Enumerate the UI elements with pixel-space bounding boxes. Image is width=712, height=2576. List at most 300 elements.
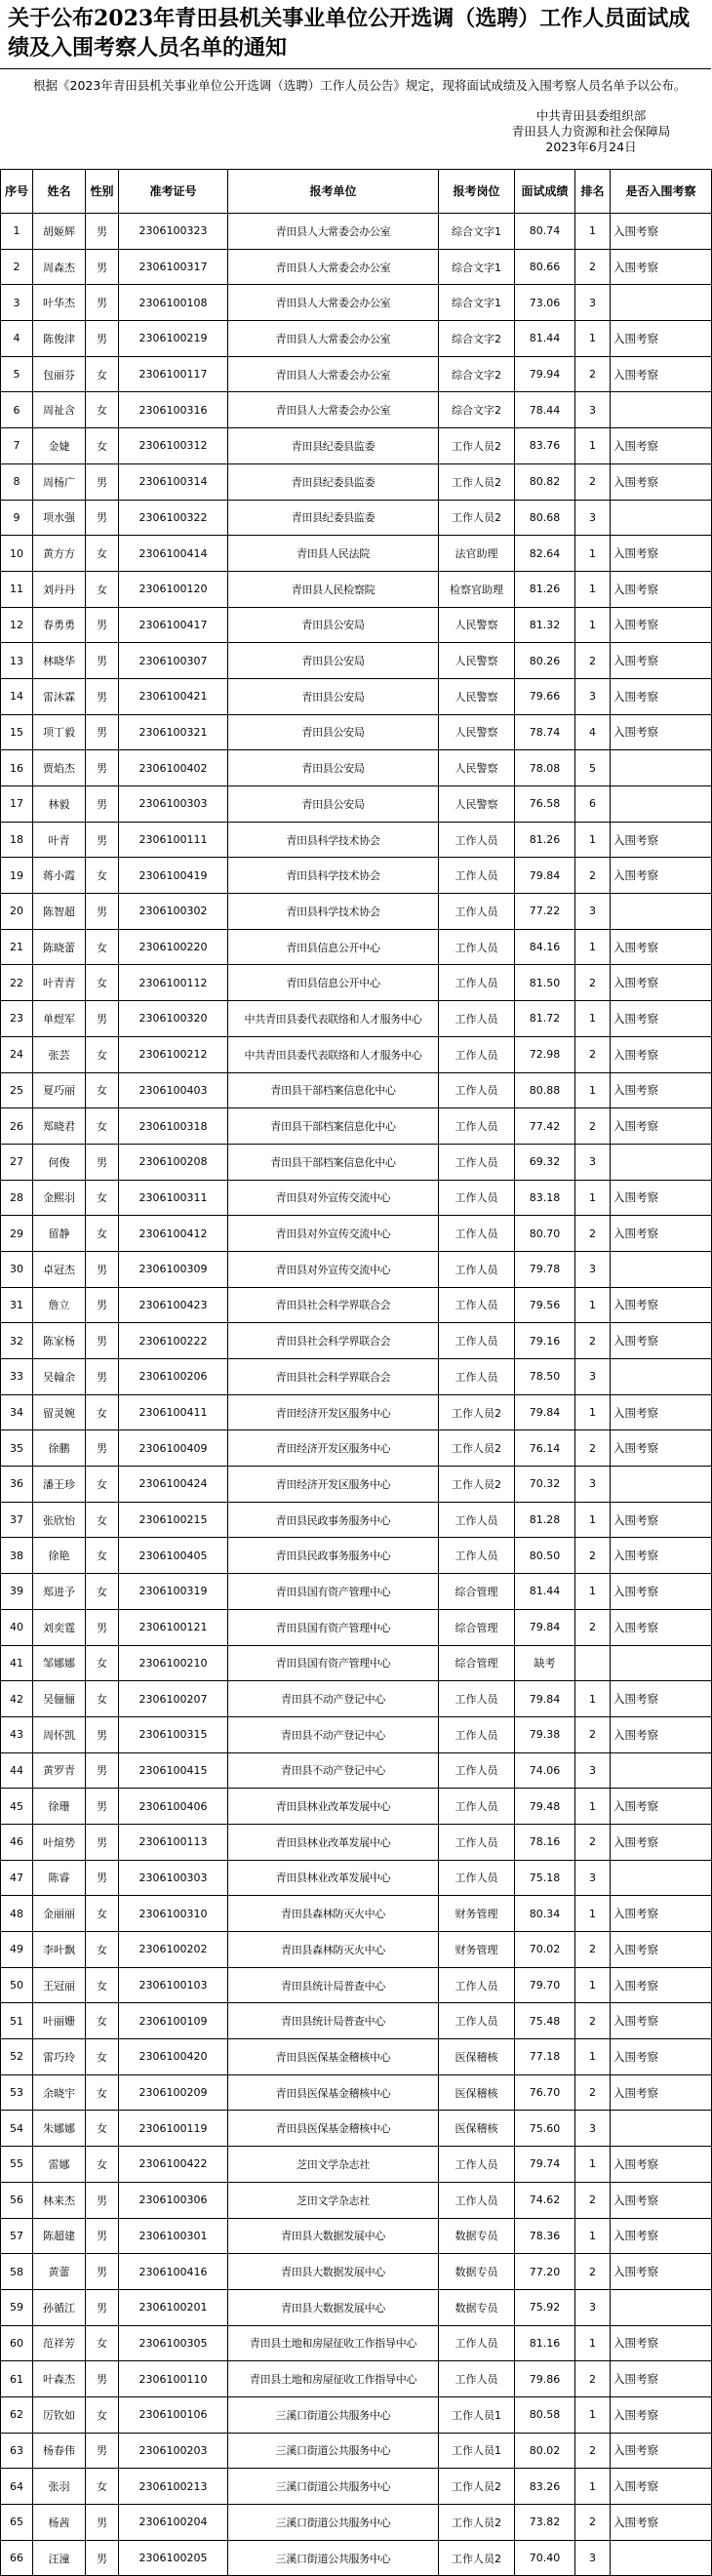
cell-ticket-number: 2306100310 — [119, 1896, 228, 1932]
cell-score: 80.70 — [515, 1216, 575, 1252]
cell-unit: 青田县不动产登记中心 — [228, 1716, 439, 1752]
cell-ticket-number: 2306100317 — [119, 249, 228, 285]
cell-name: 吴俪俪 — [33, 1681, 86, 1717]
cell-rank: 2 — [575, 1538, 611, 1574]
cell-rank: 1 — [575, 1967, 611, 2003]
cell-serial: 33 — [1, 1359, 33, 1395]
cell-ticket-number: 2306100203 — [119, 2433, 228, 2469]
cell-score: 80.58 — [515, 2396, 575, 2433]
cell-rank: 2 — [575, 643, 611, 679]
cell-rank: 2 — [575, 1216, 611, 1252]
cell-serial: 25 — [1, 1072, 33, 1108]
cell-position: 工作人员 — [439, 1860, 515, 1896]
cell-score: 79.84 — [515, 858, 575, 894]
cell-unit: 青田县不动产登记中心 — [228, 1681, 439, 1717]
cell-unit: 青田县土地和房屋征收工作指导中心 — [228, 2361, 439, 2397]
cell-position: 工作人员 — [439, 2361, 515, 2397]
cell-unit: 青田县人大常委会办公室 — [228, 392, 439, 428]
cell-ticket-number: 2306100121 — [119, 1609, 228, 1645]
cell-score: 75.48 — [515, 2003, 575, 2039]
cell-unit: 青田县对外宣传交流中心 — [228, 1180, 439, 1216]
cell-serial: 18 — [1, 822, 33, 858]
cell-score: 79.56 — [515, 1287, 575, 1323]
cell-ticket-number: 2306100422 — [119, 2147, 228, 2183]
cell-position: 工作人员1 — [439, 2396, 515, 2433]
cell-name: 周杨广 — [33, 463, 86, 500]
cell-name: 张羽 — [33, 2469, 86, 2505]
cell-name: 刘奕霆 — [33, 1609, 86, 1645]
cell-unit: 青田县人大常委会办公室 — [228, 321, 439, 357]
cell-rank: 6 — [575, 786, 611, 823]
cell-unit: 青田县公安局 — [228, 786, 439, 823]
cell-gender: 女 — [86, 1502, 119, 1538]
cell-ticket-number: 2306100318 — [119, 1108, 228, 1145]
cell-gender: 女 — [86, 2111, 119, 2147]
cell-score: 74.62 — [515, 2182, 575, 2218]
cell-serial: 30 — [1, 1251, 33, 1287]
cell-position: 综合文字1 — [439, 249, 515, 285]
cell-position: 工作人员 — [439, 1359, 515, 1395]
cell-position: 工作人员 — [439, 1144, 515, 1180]
cell-ticket-number: 2306100222 — [119, 1323, 228, 1359]
table-row — [1, 607, 712, 643]
cell-unit: 青田县人大常委会办公室 — [228, 249, 439, 285]
cell-position: 工作人员 — [439, 1502, 515, 1538]
cell-name: 雷巧玲 — [33, 2039, 86, 2075]
cell-serial: 52 — [1, 2039, 33, 2075]
cell-shortlisted: 入围考察 — [611, 1001, 712, 1037]
cell-score: 78.36 — [515, 2218, 575, 2254]
cell-position: 综合文字2 — [439, 392, 515, 428]
cell-position: 工作人员2 — [439, 1430, 515, 1467]
cell-gender: 女 — [86, 1467, 119, 1503]
cell-name: 周怀凯 — [33, 1716, 86, 1752]
cell-ticket-number: 2306100314 — [119, 463, 228, 500]
cell-unit: 青田县大数据发展中心 — [228, 2289, 439, 2325]
cell-name: 张芸 — [33, 1036, 86, 1072]
cell-shortlisted: 入围考察 — [611, 1716, 712, 1752]
cell-ticket-number: 2306100219 — [119, 321, 228, 357]
cell-name: 陈智超 — [33, 894, 86, 930]
cell-serial: 65 — [1, 2505, 33, 2541]
cell-score: 79.48 — [515, 1789, 575, 1825]
cell-gender: 女 — [86, 1394, 119, 1430]
cell-gender: 男 — [86, 285, 119, 321]
cell-gender: 男 — [86, 607, 119, 643]
cell-score: 70.02 — [515, 1932, 575, 1968]
cell-gender: 女 — [86, 1967, 119, 2003]
cell-shortlisted: 入围考察 — [611, 536, 712, 572]
cell-name: 何俊 — [33, 1144, 86, 1180]
cell-serial: 47 — [1, 1860, 33, 1896]
cell-position: 医保稽核 — [439, 2111, 515, 2147]
cell-ticket-number: 2306100312 — [119, 428, 228, 464]
cell-position: 工作人员1 — [439, 2433, 515, 2469]
table-row — [1, 1287, 712, 1323]
cell-serial: 53 — [1, 2074, 33, 2111]
cell-unit: 青田县国有资产管理中心 — [228, 1645, 439, 1681]
cell-score: 80.74 — [515, 214, 575, 250]
table-row — [1, 2003, 712, 2039]
cell-shortlisted: 入围考察 — [611, 321, 712, 357]
cell-ticket-number: 2306100406 — [119, 1789, 228, 1825]
header-ticket-number: 准考证号 — [119, 170, 228, 214]
cell-score: 79.78 — [515, 1251, 575, 1287]
cell-rank: 2 — [575, 2361, 611, 2397]
cell-unit: 青田县纪委县监委 — [228, 463, 439, 500]
cell-shortlisted: 入围考察 — [611, 643, 712, 679]
cell-ticket-number: 2306100112 — [119, 965, 228, 1001]
cell-score: 76.14 — [515, 1430, 575, 1467]
cell-gender: 男 — [86, 1824, 119, 1860]
cell-shortlisted: 入围考察 — [611, 929, 712, 965]
cell-position: 工作人员2 — [439, 463, 515, 500]
cell-unit: 青田县大数据发展中心 — [228, 2218, 439, 2254]
cell-ticket-number: 2306100213 — [119, 2469, 228, 2505]
cell-score: 75.60 — [515, 2111, 575, 2147]
cell-ticket-number: 2306100415 — [119, 1752, 228, 1789]
cell-gender: 女 — [86, 536, 119, 572]
cell-rank: 2 — [575, 1108, 611, 1145]
cell-ticket-number: 2306100416 — [119, 2254, 228, 2290]
table-row — [1, 1216, 712, 1252]
cell-ticket-number: 2306100417 — [119, 607, 228, 643]
cell-serial: 59 — [1, 2289, 33, 2325]
cell-ticket-number: 2306100109 — [119, 2003, 228, 2039]
notice-page — [0, 4, 711, 2565]
cell-unit: 青田县公安局 — [228, 678, 439, 714]
table-row — [1, 214, 712, 250]
cell-name: 林毅 — [33, 786, 86, 823]
cell-shortlisted: 入围考察 — [611, 965, 712, 1001]
cell-gender: 男 — [86, 1359, 119, 1395]
cell-score: 83.26 — [515, 2469, 575, 2505]
cell-position: 工作人员 — [439, 1216, 515, 1252]
cell-serial: 4 — [1, 321, 33, 357]
cell-score: 79.38 — [515, 1716, 575, 1752]
table-row — [1, 2433, 712, 2469]
cell-serial: 46 — [1, 1824, 33, 1860]
table-row — [1, 643, 712, 679]
cell-position: 医保稽核 — [439, 2039, 515, 2075]
cell-ticket-number: 2306100311 — [119, 1180, 228, 1216]
cell-position: 工作人员 — [439, 1323, 515, 1359]
cell-position: 工作人员2 — [439, 500, 515, 536]
cell-rank: 2 — [575, 2074, 611, 2111]
table-body — [1, 214, 712, 2576]
cell-position: 综合管理 — [439, 1609, 515, 1645]
cell-name: 春勇勇 — [33, 607, 86, 643]
cell-shortlisted: 入围考察 — [611, 1932, 712, 1968]
cell-ticket-number: 2306100319 — [119, 1574, 228, 1610]
cell-score: 80.88 — [515, 1072, 575, 1108]
cell-gender: 女 — [86, 1538, 119, 1574]
cell-name: 范祥芳 — [33, 2325, 86, 2361]
cell-rank: 3 — [575, 1860, 611, 1896]
cell-score: 81.26 — [515, 571, 575, 607]
cell-ticket-number: 2306100421 — [119, 678, 228, 714]
cell-shortlisted: 入围考察 — [611, 1967, 712, 2003]
cell-score: 74.06 — [515, 1752, 575, 1789]
table-row — [1, 1574, 712, 1610]
cell-ticket-number: 2306100303 — [119, 1860, 228, 1896]
cell-rank: 4 — [575, 714, 611, 750]
cell-rank: 1 — [575, 1896, 611, 1932]
cell-ticket-number: 2306100412 — [119, 1216, 228, 1252]
cell-shortlisted: 入围考察 — [611, 2433, 712, 2469]
cell-rank: 1 — [575, 2147, 611, 2183]
cell-gender: 男 — [86, 714, 119, 750]
cell-rank: 2 — [575, 1932, 611, 1968]
cell-shortlisted — [611, 2540, 712, 2576]
cell-name: 项丁毅 — [33, 714, 86, 750]
cell-unit: 青田县社会科学界联合会 — [228, 1287, 439, 1323]
table-row — [1, 822, 712, 858]
table-row — [1, 1932, 712, 1968]
cell-serial: 54 — [1, 2111, 33, 2147]
cell-gender: 女 — [86, 1896, 119, 1932]
cell-shortlisted — [611, 2289, 712, 2325]
cell-unit: 青田县对外宣传交流中心 — [228, 1251, 439, 1287]
cell-shortlisted: 入围考察 — [611, 249, 712, 285]
cell-name: 雷娜 — [33, 2147, 86, 2183]
cell-name: 陈家杨 — [33, 1323, 86, 1359]
cell-name: 周祉含 — [33, 392, 86, 428]
cell-ticket-number: 2306100209 — [119, 2074, 228, 2111]
cell-gender: 男 — [86, 1716, 119, 1752]
cell-name: 金熙羽 — [33, 1180, 86, 1216]
cell-name: 汪潼 — [33, 2540, 86, 2576]
cell-ticket-number: 2306100303 — [119, 786, 228, 823]
cell-score: 73.82 — [515, 2505, 575, 2541]
table-row — [1, 2505, 712, 2541]
cell-score: 78.16 — [515, 1824, 575, 1860]
cell-shortlisted — [611, 2111, 712, 2147]
table-row — [1, 285, 712, 321]
cell-gender: 男 — [86, 2289, 119, 2325]
header-name: 姓名 — [33, 170, 86, 214]
cell-score: 83.76 — [515, 428, 575, 464]
cell-rank: 2 — [575, 1824, 611, 1860]
cell-gender: 男 — [86, 2218, 119, 2254]
cell-score: 81.28 — [515, 1502, 575, 1538]
cell-position: 工作人员 — [439, 1752, 515, 1789]
cell-shortlisted — [611, 1359, 712, 1395]
cell-score: 75.18 — [515, 1860, 575, 1896]
cell-rank: 1 — [575, 1180, 611, 1216]
cell-position: 工作人员 — [439, 1036, 515, 1072]
header-gender: 性别 — [86, 170, 119, 214]
cell-serial: 11 — [1, 571, 33, 607]
header-position: 报考岗位 — [439, 170, 515, 214]
cell-shortlisted: 入围考察 — [611, 1824, 712, 1860]
cell-position: 工作人员 — [439, 2182, 515, 2218]
cell-unit: 青田县信息公开中心 — [228, 929, 439, 965]
cell-position: 人民警察 — [439, 750, 515, 786]
cell-name: 金丽丽 — [33, 1896, 86, 1932]
cell-gender: 男 — [86, 786, 119, 823]
cell-shortlisted: 入围考察 — [611, 2003, 712, 2039]
cell-rank: 1 — [575, 1574, 611, 1610]
table-row — [1, 2147, 712, 2183]
cell-score: 79.74 — [515, 2147, 575, 2183]
table-row — [1, 392, 712, 428]
cell-position: 工作人员2 — [439, 1467, 515, 1503]
cell-shortlisted — [611, 1860, 712, 1896]
cell-shortlisted: 入围考察 — [611, 1789, 712, 1825]
cell-rank: 2 — [575, 965, 611, 1001]
cell-shortlisted: 入围考察 — [611, 356, 712, 392]
cell-shortlisted — [611, 894, 712, 930]
cell-gender: 女 — [86, 2325, 119, 2361]
cell-name: 雷沐霖 — [33, 678, 86, 714]
cell-ticket-number: 2306100307 — [119, 643, 228, 679]
cell-ticket-number: 2306100201 — [119, 2289, 228, 2325]
cell-serial: 57 — [1, 2218, 33, 2254]
cell-name: 金婕 — [33, 428, 86, 464]
cell-score: 81.72 — [515, 1001, 575, 1037]
cell-rank: 2 — [575, 463, 611, 500]
cell-unit: 青田县公安局 — [228, 714, 439, 750]
cell-position: 数据专员 — [439, 2289, 515, 2325]
cell-shortlisted — [611, 1752, 712, 1789]
cell-unit: 青田县林业改革发展中心 — [228, 1824, 439, 1860]
cell-serial: 51 — [1, 2003, 33, 2039]
cell-serial: 22 — [1, 965, 33, 1001]
cell-name: 卓冠杰 — [33, 1251, 86, 1287]
cell-shortlisted: 入围考察 — [611, 1072, 712, 1108]
cell-gender: 男 — [86, 463, 119, 500]
cell-shortlisted: 入围考察 — [611, 822, 712, 858]
table-row — [1, 2289, 712, 2325]
cell-rank: 3 — [575, 2111, 611, 2147]
cell-unit: 青田县纪委县监委 — [228, 428, 439, 464]
cell-name: 林来杰 — [33, 2182, 86, 2218]
cell-score: 82.64 — [515, 536, 575, 572]
cell-position: 工作人员 — [439, 894, 515, 930]
table-row — [1, 2218, 712, 2254]
cell-unit: 青田县森林防灭火中心 — [228, 1932, 439, 1968]
cell-score: 81.32 — [515, 607, 575, 643]
cell-name: 朱娜娜 — [33, 2111, 86, 2147]
cell-name: 周森杰 — [33, 249, 86, 285]
cell-unit: 青田县统计局普查中心 — [228, 2003, 439, 2039]
cell-shortlisted: 入围考察 — [611, 858, 712, 894]
cell-position: 综合管理 — [439, 1574, 515, 1610]
table-row — [1, 1180, 712, 1216]
cell-unit: 青田县大数据发展中心 — [228, 2254, 439, 2290]
cell-shortlisted — [611, 285, 712, 321]
cell-score: 80.82 — [515, 463, 575, 500]
cell-position: 医保稽核 — [439, 2074, 515, 2111]
cell-rank: 1 — [575, 2325, 611, 2361]
cell-name: 徐艳 — [33, 1538, 86, 1574]
cell-unit: 青田县林业改革发展中心 — [228, 1860, 439, 1896]
cell-position: 财务管理 — [439, 1896, 515, 1932]
cell-rank: 1 — [575, 1789, 611, 1825]
cell-ticket-number: 2306100207 — [119, 1681, 228, 1717]
cell-shortlisted — [611, 786, 712, 823]
cell-gender: 男 — [86, 2182, 119, 2218]
cell-name: 余晓宇 — [33, 2074, 86, 2111]
cell-rank: 1 — [575, 428, 611, 464]
cell-gender: 男 — [86, 249, 119, 285]
cell-gender: 男 — [86, 1860, 119, 1896]
cell-unit: 三溪口街道公共服务中心 — [228, 2540, 439, 2576]
table-row — [1, 500, 712, 536]
cell-name: 潘王珍 — [33, 1467, 86, 1503]
cell-rank: 1 — [575, 607, 611, 643]
cell-serial: 28 — [1, 1180, 33, 1216]
cell-serial: 24 — [1, 1036, 33, 1072]
cell-rank: 2 — [575, 2003, 611, 2039]
cell-ticket-number: 2306100113 — [119, 1824, 228, 1860]
cell-gender: 男 — [86, 1609, 119, 1645]
cell-ticket-number: 2306100315 — [119, 1716, 228, 1752]
cell-unit: 青田县统计局普查中心 — [228, 1967, 439, 2003]
header-score: 面试成绩 — [515, 170, 575, 214]
cell-serial: 42 — [1, 1681, 33, 1717]
cell-serial: 14 — [1, 678, 33, 714]
cell-gender: 女 — [86, 2469, 119, 2505]
cell-name: 叶华杰 — [33, 285, 86, 321]
cell-ticket-number: 2306100405 — [119, 1538, 228, 1574]
table-row — [1, 463, 712, 500]
cell-name: 林晓华 — [33, 643, 86, 679]
cell-score: 69.32 — [515, 1144, 575, 1180]
cell-serial: 41 — [1, 1645, 33, 1681]
cell-ticket-number: 2306100321 — [119, 714, 228, 750]
cell-serial: 48 — [1, 1896, 33, 1932]
cell-serial: 61 — [1, 2361, 33, 2397]
cell-gender: 男 — [86, 678, 119, 714]
cell-name: 黄罗青 — [33, 1752, 86, 1789]
cell-gender: 女 — [86, 2147, 119, 2183]
cell-ticket-number: 2306100306 — [119, 2182, 228, 2218]
cell-gender: 男 — [86, 894, 119, 930]
cell-score: 79.70 — [515, 1967, 575, 2003]
cell-unit: 青田县土地和房屋征收工作指导中心 — [228, 2325, 439, 2361]
cell-shortlisted: 入围考察 — [611, 2039, 712, 2075]
cell-serial: 15 — [1, 714, 33, 750]
cell-unit: 青田县民政事务服务中心 — [228, 1538, 439, 1574]
cell-shortlisted: 入围考察 — [611, 1681, 712, 1717]
cell-serial: 38 — [1, 1538, 33, 1574]
cell-ticket-number: 2306100322 — [119, 500, 228, 536]
cell-rank: 3 — [575, 1359, 611, 1395]
cell-ticket-number: 2306100108 — [119, 285, 228, 321]
table-row — [1, 1144, 712, 1180]
header-rank: 排名 — [575, 170, 611, 214]
cell-shortlisted: 入围考察 — [611, 714, 712, 750]
results-table — [0, 169, 712, 2576]
cell-position: 人民警察 — [439, 607, 515, 643]
cell-shortlisted — [611, 750, 712, 786]
cell-unit: 青田县医保基金稽核中心 — [228, 2039, 439, 2075]
cell-gender: 女 — [86, 965, 119, 1001]
cell-position: 工作人员 — [439, 1072, 515, 1108]
table-row — [1, 2469, 712, 2505]
cell-rank: 3 — [575, 285, 611, 321]
cell-position: 工作人员 — [439, 1180, 515, 1216]
cell-rank: 3 — [575, 392, 611, 428]
notice-date: 2023年6月24日 — [545, 140, 637, 154]
cell-name: 张欣怡 — [33, 1502, 86, 1538]
cell-unit: 青田经济开发区服务中心 — [228, 1430, 439, 1467]
cell-score: 81.26 — [515, 822, 575, 858]
cell-gender: 男 — [86, 643, 119, 679]
cell-name: 叶丽姗 — [33, 2003, 86, 2039]
